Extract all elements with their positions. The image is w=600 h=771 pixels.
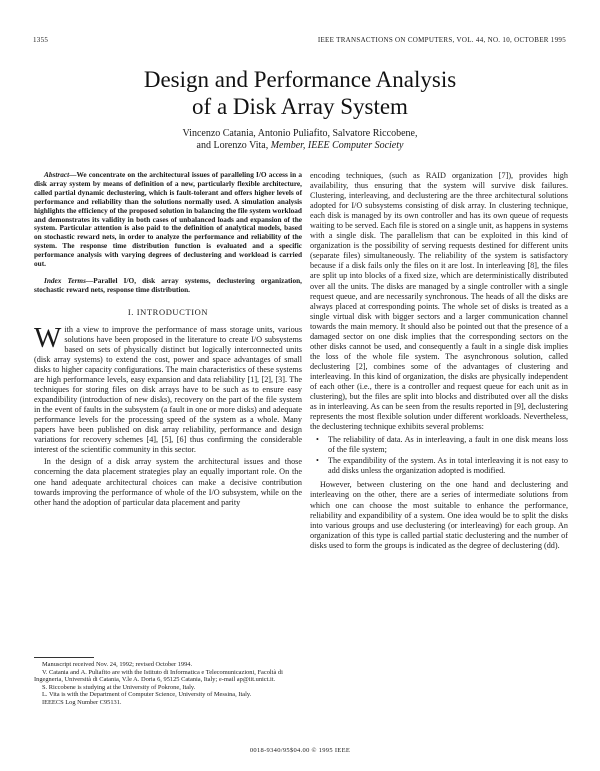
section-heading-introduction: I. INTRODUCTION bbox=[127, 306, 209, 317]
index-terms-label: Index Terms bbox=[44, 275, 86, 285]
footnote: L. Vita is with the Department of Computer Science, University of Messina, Italy. bbox=[42, 691, 252, 699]
authors-line-1: Vincenzo Catania, Antonio Puliafito, Salvatore Riccobene, bbox=[182, 128, 418, 139]
intro-paragraph-2: In the design of a disk array system the architectural issues and those concerning the data placement strategies play an equally important role. On the one hand adequate architectural choices can make a decisive contribution towards improving the performance of whole of the I/O subsystem, while on the other hand the adoption of particular data placement and parity bbox=[34, 457, 302, 507]
page-number: 1355 bbox=[33, 36, 49, 44]
title-line-2: of a Disk Array System bbox=[192, 94, 408, 119]
abstract-label: Abstract bbox=[44, 170, 70, 179]
authors-affiliation: Member, IEEE Computer Society bbox=[270, 140, 404, 151]
abstract-text: —We concentrate on the architectural issues of paralleling I/O access in a disk array system by means of definition of a new, particularly flexible architecture, called partial dynamic declustering, which is fault-tolerant and offers higher levels of performance and reliability than the solutions normally used. A simulation analysis highlights the efficiency of the proposed solution in balancing the file system workload and demonstrates its validity in both cases of unbalanced loads and expansion of the system. Particular attention is also paid to the definition of analytical models, based on stochastic reward nets, in order to analyze the performance and reliability of the system. The response time distribution function is evaluated and a specific performance analysis with varying degrees of declustering and workload is carried out. bbox=[34, 170, 302, 269]
left-column bbox=[34, 171, 302, 508]
index-terms-text: —Parallel I/O, disk array systems, declustering organization, stochastic reward nets, response time distribution. bbox=[34, 275, 302, 294]
footnote: IEEECS Log Number C95131. bbox=[42, 698, 122, 706]
author-block bbox=[0, 128, 600, 152]
paper-title bbox=[0, 66, 600, 120]
footnote: S. Riccobene is studying at the University of Pokrone, Italy. bbox=[42, 683, 196, 691]
list-item-text: The expandibility of the system. As in total interleaving it is not easy to add disks unless the organization adopted is modified. bbox=[328, 456, 568, 476]
bullet-icon: • bbox=[316, 456, 319, 466]
intro-paragraph-3: encoding techniques, (such as RAID organization [7]), provides high availability, thus ensuring that the system will survive disk failures. Clustering, interleaving, and declustering are the three architectural solutions adopted for I/O subsystems consisting of disk array. In clustering technique, each disk is managed by its own controller and has its own queue of requests waiting to be served. Each file is stored on a single unit, as happens in systems with a single disk. The parallelism that can be exploited in this kind of organization is the possibility of serving requests destined for different units (separate files) simultaneously. The reliability of the system is satisfactory because if a disk fails only the files on it are lost. In interleaving [8], the files are split up into blocks of a fixed size, which are deterministically distributed over all the units. The disks are managed by a single controller with a single request queue, and are necessarily synchronous. The heads of all the disks are always placed at corresponding points. The whole set of disks is treated as a single virtual disk with bigger sectors and a larger communication channel towards the main memory. It should also be pointed out that the presence of a damaged sector on one disk implies that the corresponding sectors on the other disks cannot be used, and consequently a fault in a single disk implies the loss of the whole file system. The asynchronous solution, called declustering [2], combines some of the advantages of clustering and interleaving. In this kind of organization, the disks are physically independent of each other (i.e., there is a controller and request queue for each unit as in clustering), but the files are split into blocks and distributed over all the disks as in interleaving. As can be seen from the results reported in [9], declustering represents the most flexible solution under different workloads. Nevertheless, the declustering technique exhibits several problems: bbox=[310, 171, 568, 432]
intro-paragraph-1: With a view to improve the performance of mass storage units, various solutions have been proposed in the literature to create I/O subsystems based on sets of physically distinct but logically interconnected units (disk array systems) to extend the cost, power and space advantages of small disks to higher capacity configurations. The main characteristics of these systems are high performance levels, easy expansion and data reliability [1], [2], [3]. The techniques for storing files on disk arrays have to be such as to ensure easy expandibility (introduction of new disks), recovery on the part of the file system in the event of faults in the subsystem (a fault in one or more disks) and adequate performance levels for the processing speed of the system as a whole. Many papers have been published on disk array reliability, performance and design variations for recovery schemes [4], [5], [6] thus confirming the considerable interest of the scientific community in this sector. bbox=[34, 321, 302, 455]
footnote: V. Catania and A. Puliafito are with the Istituto di Informatica e Telecomunicazioni, Facoltà di Ingegneria, Università di Catania, V.le A. Doria 6, 95125 Catania, Italy; e-mail ap@iit.unict.it. bbox=[34, 668, 283, 684]
bullet-icon: • bbox=[316, 435, 319, 445]
intro-paragraph-4: However, between clustering on the one hand and declustering and interleaving on the other, there are a series of intermediate solutions from which one can choose the most suitable to enhance the performance, reliability and expandibility of a system. One idea would be to split the disks into various groups and use declustering (or interleaving) for each group. An organization of this type is called partial static declustering and the number of disks used to form the groups is indicated as the degree of declustering (dd). bbox=[310, 480, 568, 550]
list-item-text: The reliability of data. As in interleaving, a fault in one disk means loss of the file system; bbox=[328, 435, 568, 455]
index-terms bbox=[34, 277, 302, 295]
list-item bbox=[310, 435, 568, 455]
authors-line-2-prefix: and Lorenzo Vita, bbox=[196, 140, 269, 151]
footnote-divider bbox=[34, 657, 94, 658]
authors-line-2 bbox=[0, 140, 600, 152]
list-item bbox=[310, 456, 568, 476]
problems-list bbox=[310, 435, 568, 476]
footnotes bbox=[34, 661, 302, 707]
title-line-1: Design and Performance Analysis bbox=[143, 67, 457, 92]
copyright-line: 0018-9340/95$04.00 © 1995 IEEE bbox=[249, 747, 351, 754]
abstract bbox=[34, 171, 302, 269]
right-column bbox=[310, 171, 568, 551]
journal-header: IEEE TRANSACTIONS ON COMPUTERS, VOL. 44, NO. 10, OCTOBER 1995 bbox=[317, 36, 566, 44]
footnote: Manuscript received Nov. 24, 1992; revised October 1994. bbox=[42, 661, 193, 668]
